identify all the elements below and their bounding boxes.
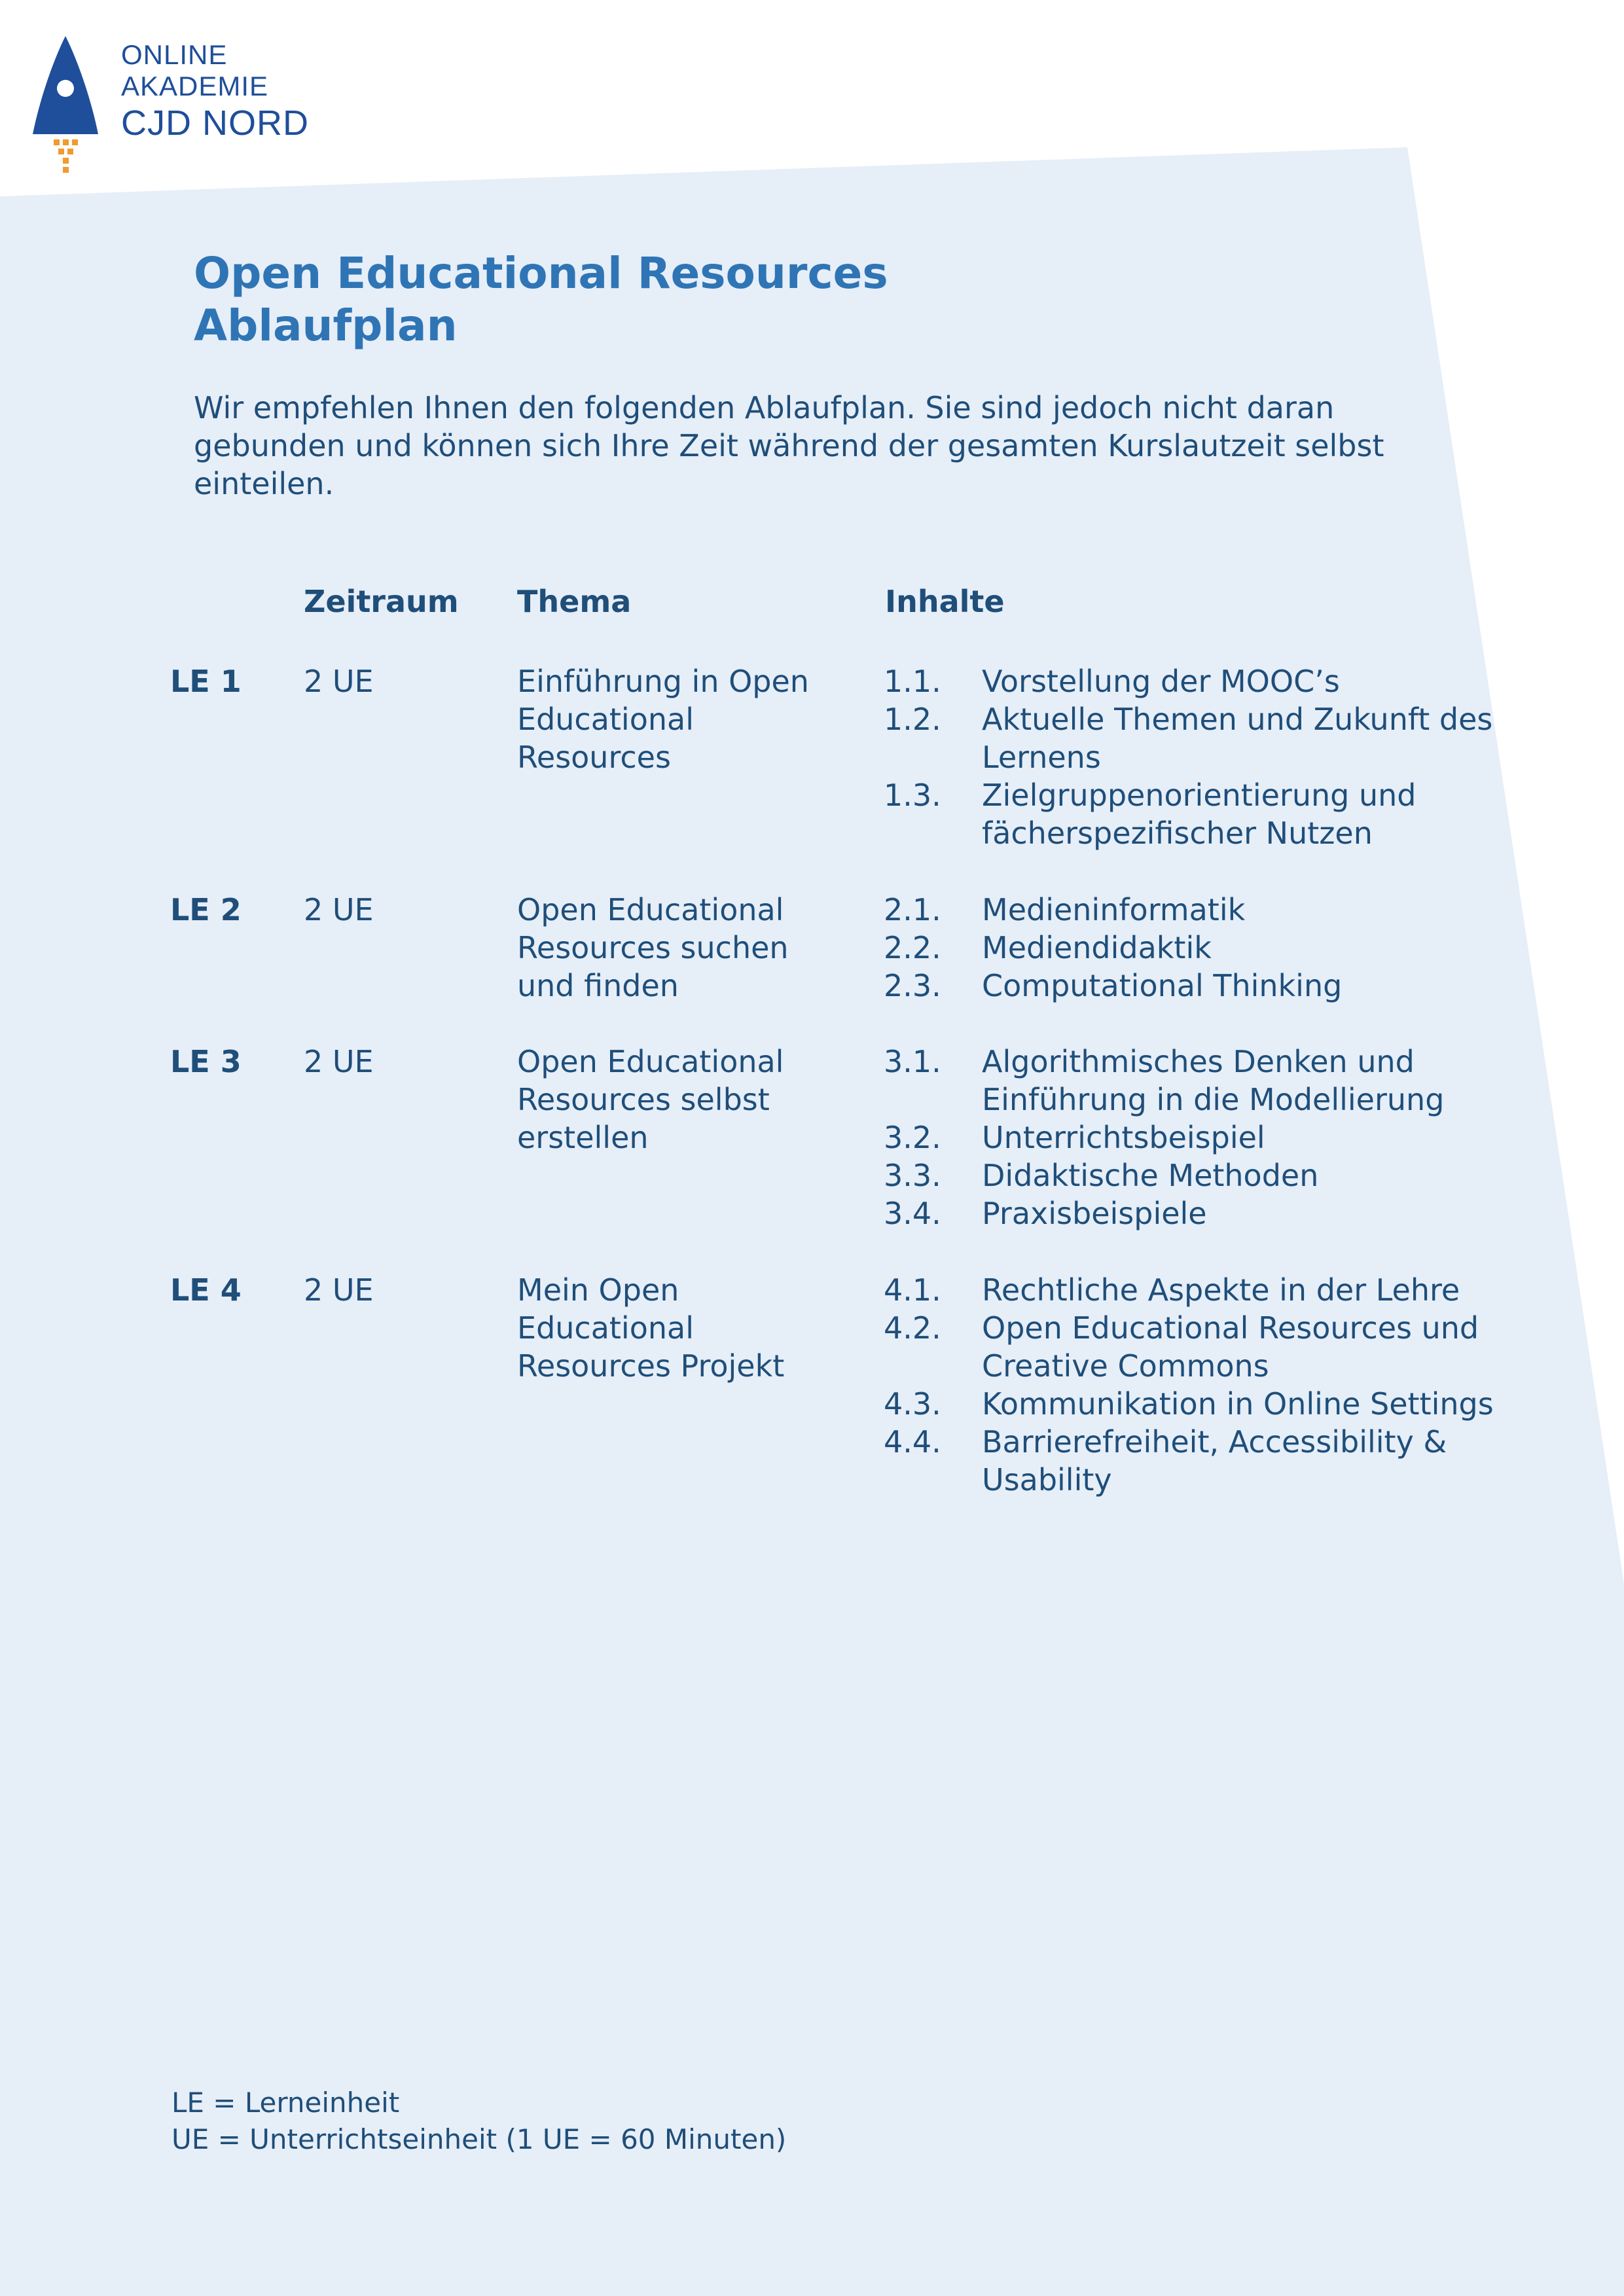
item-text: Praxisbeispiele [982, 1196, 1207, 1231]
page-title-line-1: Open Educational Resources [194, 248, 888, 298]
le-label: LE 3 [170, 1044, 242, 1079]
item-number: 4.3. [884, 1386, 941, 1422]
inhalte-list [884, 1043, 1506, 1232]
list-item [884, 1423, 1506, 1499]
item-number: 1.1. [884, 664, 941, 699]
zeitraum-value: 2 UE [304, 1044, 374, 1079]
item-text: Unterrichtsbeispiel [982, 1120, 1265, 1155]
item-text: Medieninformatik [982, 892, 1246, 927]
item-text: Computational Thinking [982, 968, 1343, 1003]
list-item [884, 1385, 1506, 1423]
item-text: Kommunikation in Online Settings [982, 1386, 1494, 1422]
zeitraum-value: 2 UE [304, 664, 374, 699]
inhalte-list [884, 662, 1506, 852]
header-inhalte: Inhalte [885, 584, 1005, 619]
list-item [884, 776, 1506, 852]
page-title [194, 247, 888, 352]
thema-value: Mein Open Educational Resources Projekt [517, 1272, 785, 1384]
list-item [884, 662, 1506, 700]
item-number: 3.4. [884, 1196, 941, 1231]
item-number: 2.2. [884, 930, 941, 965]
item-text: Barrierefreiheit, Accessibility & Usability [982, 1424, 1447, 1498]
list-item [884, 967, 1506, 1005]
logo-line-1: ONLINE [121, 39, 228, 70]
list-item [884, 1194, 1506, 1232]
header-zeitraum: Zeitraum [304, 584, 459, 619]
logo-line-3: CJD NORD [121, 103, 309, 143]
footnote-le: LE = Lerneinheit [171, 2087, 400, 2119]
intro-paragraph: Wir empfehlen Ihnen den folgenden Ablaufplan. Sie sind jedoch nicht daran gebunden und können sich Ihre Zeit während der gesamten Kurslautzeit selbst einteilen. [194, 390, 1384, 501]
footnote-ue: UE = Unterrichtseinheit (1 UE = 60 Minuten) [171, 2123, 787, 2155]
item-number: 2.3. [884, 968, 941, 1003]
thema-value: Open Educational Resources selbst erstellen [517, 1044, 784, 1155]
item-number: 4.2. [884, 1310, 941, 1346]
list-item [884, 1043, 1506, 1119]
list-item [884, 891, 1506, 929]
thema-value: Einführung in Open Educational Resources [517, 664, 809, 775]
item-text: Didaktische Methoden [982, 1158, 1319, 1193]
list-item [884, 700, 1506, 776]
inhalte-list [884, 1271, 1506, 1499]
page-title-line-2: Ablaufplan [194, 300, 458, 351]
item-number: 2.1. [884, 892, 941, 927]
item-text: Vorstellung der MOOC’s [982, 664, 1340, 699]
inhalte-list [884, 891, 1506, 1005]
logo-wordmark [121, 39, 309, 143]
item-number: 3.3. [884, 1158, 941, 1193]
list-item [884, 1271, 1506, 1309]
item-text: Aktuelle Themen und Zukunft des Lernens [982, 702, 1493, 775]
item-number: 3.1. [884, 1044, 941, 1079]
item-text: Mediendidaktik [982, 930, 1212, 965]
footnotes [171, 2085, 786, 2158]
item-text: Algorithmisches Denken und Einführung in die Modellierung [982, 1044, 1445, 1117]
item-text: Zielgruppenorientierung und fächerspezifischer Nutzen [982, 778, 1416, 851]
item-number: 4.1. [884, 1272, 941, 1308]
item-number: 1.3. [884, 778, 941, 813]
le-label: LE 4 [170, 1272, 242, 1308]
zeitraum-value: 2 UE [304, 892, 374, 927]
item-text: Open Educational Resources und Creative Commons [982, 1310, 1479, 1384]
logo-line-2: AKADEMIE [121, 71, 269, 102]
thema-value: Open Educational Resources suchen und finden [517, 892, 789, 1003]
list-item [884, 1119, 1506, 1157]
list-item [884, 929, 1506, 967]
header-thema: Thema [517, 584, 632, 619]
item-number: 3.2. [884, 1120, 941, 1155]
rocket-logo-icon [26, 36, 105, 173]
item-number: 4.4. [884, 1424, 941, 1460]
item-text: Rechtliche Aspekte in der Lehre [982, 1272, 1460, 1308]
le-label: LE 1 [170, 664, 242, 699]
list-item [884, 1309, 1506, 1385]
list-item [884, 1157, 1506, 1194]
le-label: LE 2 [170, 892, 242, 927]
item-number: 1.2. [884, 702, 941, 737]
zeitraum-value: 2 UE [304, 1272, 374, 1308]
